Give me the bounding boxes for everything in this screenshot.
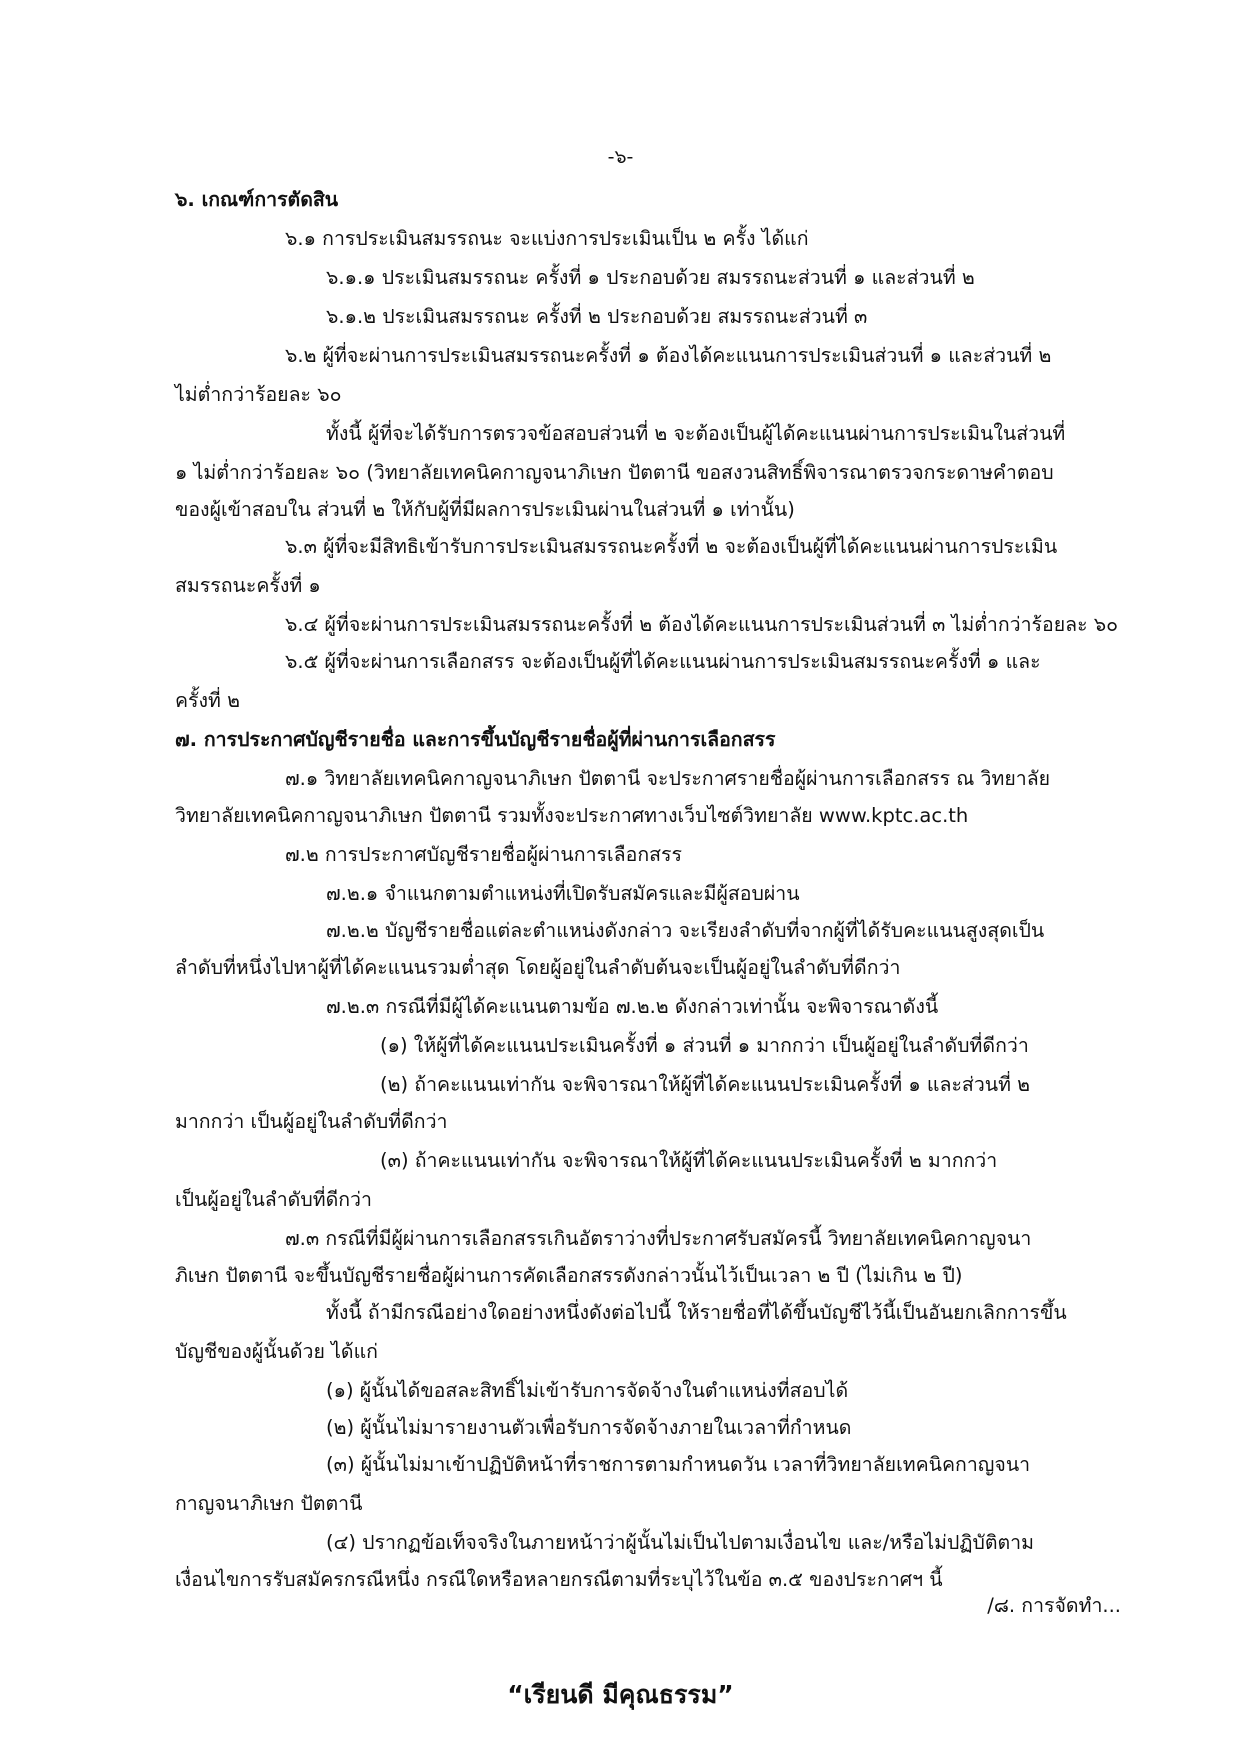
continuation-marker: /๘. การจัดทำ... [987, 1594, 1121, 1617]
text-line: ๖.๑.๑ ประเมินสมรรถนะ ครั้งที่ ๑ ประกอบด้วย สมรรถนะส่วนที่ ๑ และส่วนที่ ๒ [326, 266, 975, 289]
text-line: ทั้งนี้ ถ้ามีกรณีอย่างใดอย่างหนึ่งดังต่อไปนี้ ให้รายชื่อที่ได้ขึ้นบัญชีไว้นี้เป็นอันยกเลิกการขึ้น [326, 1301, 1067, 1324]
text-line: ของผู้เข้าสอบใน ส่วนที่ ๒ ให้กับผู้ที่มีผลการประเมินผ่านในส่วนที่ ๑ เท่านั้น) [175, 498, 795, 521]
text-line: (๔) ปรากฏข้อเท็จจริงในภายหน้าว่าผู้นั้นไม่เป็นไปตามเงื่อนไข และ/หรือไม่ปฏิบัติตาม [326, 1531, 1034, 1554]
text-line: ๗.๒ การประกาศบัญชีรายชื่อผู้ผ่านการเลือกสรร [285, 843, 682, 866]
text-line: (๑) ผู้นั้นได้ขอสละสิทธิ์ไม่เข้ารับการจัดจ้างในตำแหน่งที่สอบได้ [326, 1379, 849, 1402]
text-line: ๖.๓ ผู้ที่จะมีสิทธิเข้ารับการประเมินสมรรถนะครั้งที่ ๒ จะต้องเป็นผู้ที่ได้คะแนนผ่านการประเมิน [285, 535, 1058, 558]
text-line: วิทยาลัยเทคนิคกาญจนาภิเษก ปัตตานี รวมทั้งจะประกาศทางเว็บไซต์วิทยาลัย www.kptc.ac.th [175, 804, 969, 827]
text-line: ๑ ไม่ต่ำกว่าร้อยละ ๖๐ (วิทยาลัยเทคนิคกาญจนาภิเษก ปัตตานี ขอสงวนสิทธิ์พิจารณาตรวจกระดาษคำตอบ [175, 461, 1054, 484]
text-line: (๒) ถ้าคะแนนเท่ากัน จะพิจารณาให้ผู้ที่ได้คะแนนประเมินครั้งที่ ๑ และส่วนที่ ๒ [380, 1073, 1031, 1096]
text-line: เงื่อนไขการรับสมัครกรณีหนึ่ง กรณีใดหรือหลายกรณีตามที่ระบุไว้ในข้อ ๓.๕ ของประกาศฯ นี้ [175, 1568, 943, 1591]
college-motto: “เรียนดี มีคุณธรรม” [507, 1680, 734, 1709]
section-heading: ๗. การประกาศบัญชีรายชื่อ และการขึ้นบัญชีรายชื่อผู้ที่ผ่านการเลือกสรร [175, 728, 776, 751]
text-line: เป็นผู้อยู่ในลำดับที่ดีกว่า [175, 1188, 372, 1211]
text-line: (๑) ให้ผู้ที่ได้คะแนนประเมินครั้งที่ ๑ ส่วนที่ ๑ มากกว่า เป็นผู้อยู่ในลำดับที่ดีกว่า [380, 1034, 1029, 1057]
text-line: บัญชีของผู้นั้นด้วย ได้แก่ [175, 1340, 378, 1363]
text-line: กาญจนาภิเษก ปัตตานี [175, 1492, 363, 1515]
page-number: -๖- [607, 146, 634, 168]
text-line: ไม่ต่ำกว่าร้อยละ ๖๐ [175, 383, 342, 406]
text-line: (๓) ถ้าคะแนนเท่ากัน จะพิจารณาให้ผู้ที่ได้คะแนนประเมินครั้งที่ ๒ มากกว่า [380, 1149, 998, 1172]
text-line: ๗.๒.๓ กรณีที่มีผู้ได้คะแนนตามข้อ ๗.๒.๒ ดังกล่าวเท่านั้น จะพิจารณาดังนี้ [326, 995, 939, 1018]
text-line: ๖.๔ ผู้ที่จะผ่านการประเมินสมรรถนะครั้งที่ ๒ ต้องได้คะแนนการประเมินส่วนที่ ๓ ไม่ต่ำกว่าร้อยละ ๖๐ [285, 613, 1119, 636]
text-line: ๖.๑.๒ ประเมินสมรรถนะ ครั้งที่ ๒ ประกอบด้วย สมรรถนะส่วนที่ ๓ [326, 305, 868, 328]
text-line: ๖.๕ ผู้ที่จะผ่านการเลือกสรร จะต้องเป็นผู้ที่ได้คะแนนผ่านการประเมินสมรรถนะครั้งที่ ๑ และ [285, 650, 1041, 673]
text-line: ๖.๑ การประเมินสมรรถนะ จะแบ่งการประเมินเป็น ๒ ครั้ง ได้แก่ [285, 227, 809, 250]
text-line: มากกว่า เป็นผู้อยู่ในลำดับที่ดีกว่า [175, 1110, 448, 1133]
text-line: (๒) ผู้นั้นไม่มารายงานตัวเพื่อรับการจัดจ้างภายในเวลาที่กำหนด [326, 1416, 852, 1439]
text-line: ๗.๒.๑ จำแนกตามตำแหน่งที่เปิดรับสมัครและมีผู้สอบผ่าน [326, 882, 800, 905]
text-line: ทั้งนี้ ผู้ที่จะได้รับการตรวจข้อสอบส่วนที่ ๒ จะต้องเป็นผู้ได้คะแนนผ่านการประเมินในส่วนที่ [326, 422, 1066, 445]
text-line: (๓) ผู้นั้นไม่มาเข้าปฏิบัติหน้าที่ราชการตามกำหนดวัน เวลาที่วิทยาลัยเทคนิคกาญจนา [326, 1453, 1031, 1476]
section-heading: ๖. เกณฑ์การตัดสิน [175, 188, 339, 211]
text-line: สมรรถนะครั้งที่ ๑ [175, 574, 321, 597]
text-line: ลำดับที่หนึ่งไปหาผู้ที่ได้คะแนนรวมต่ำสุด โดยผู้อยู่ในลำดับต้นจะเป็นผู้อยู่ในลำดับที่ดีกว่า [175, 956, 901, 979]
text-line: ๖.๒ ผู้ที่จะผ่านการประเมินสมรรถนะครั้งที่ ๑ ต้องได้คะแนนการประเมินส่วนที่ ๑ และส่วนที่ ๒ [285, 344, 1052, 367]
text-line: ๗.๒.๒ บัญชีรายชื่อแต่ละตำแหน่งดังกล่าว จะเรียงลำดับที่จากผู้ที่ได้รับคะแนนสูงสุดเป็น [326, 919, 1045, 942]
text-line: ๗.๑ วิทยาลัยเทคนิคกาญจนาภิเษก ปัตตานี จะประกาศรายชื่อผู้ผ่านการเลือกสรร ณ วิทยาลัย [285, 767, 1051, 790]
text-line: ครั้งที่ ๒ [175, 689, 240, 712]
text-line: ๗.๓ กรณีที่มีผู้ผ่านการเลือกสรรเกินอัตราว่างที่ประกาศรับสมัครนี้ วิทยาลัยเทคนิคกาญจนา [285, 1227, 1032, 1250]
text-line: ภิเษก ปัตตานี จะขึ้นบัญชีรายชื่อผู้ผ่านการคัดเลือกสรรดังกล่าวนั้นไว้เป็นเวลา ๒ ปี (ไม่เกิน ๒ ปี) [175, 1264, 963, 1287]
